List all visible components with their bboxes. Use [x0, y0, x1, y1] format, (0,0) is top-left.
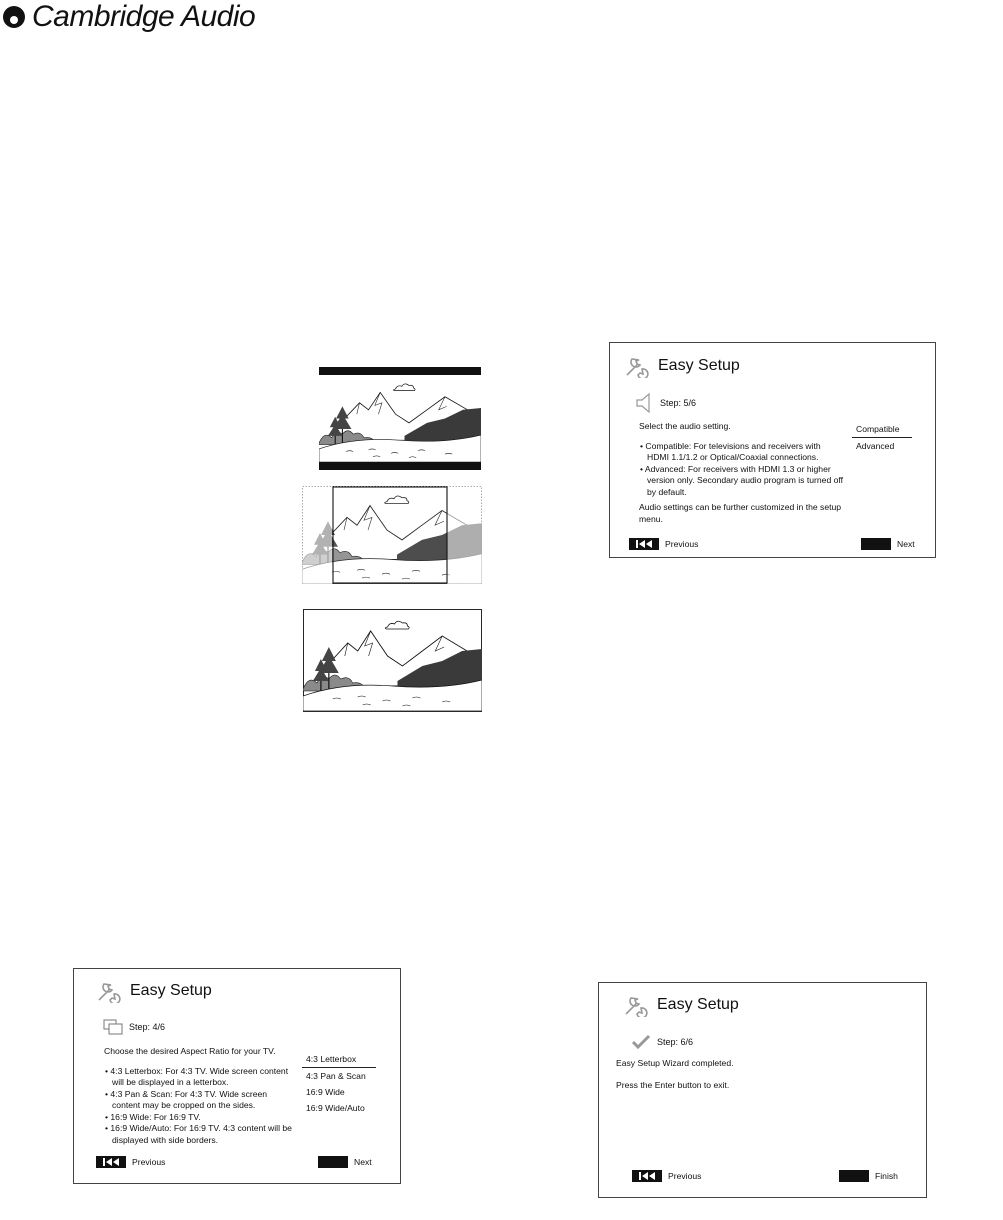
completed-text: Easy Setup Wizard completed.	[616, 1058, 734, 1068]
option-4-3-letterbox[interactable]: 4:3 Letterbox	[302, 1051, 376, 1068]
option-compatible[interactable]: Compatible	[852, 421, 912, 438]
bullet-pan-scan: • 4:3 Pan & Scan: For 4:3 TV. Wide screen content may be cropped on the sides.	[105, 1088, 268, 1110]
bullet-wide: • 16:9 Wide: For 16:9 TV.	[105, 1111, 201, 1122]
finish-button[interactable]	[839, 1170, 898, 1182]
easy-setup-panel-complete	[598, 982, 927, 1198]
wrench-icon	[623, 993, 649, 1017]
easy-setup-panel-audio	[609, 342, 936, 558]
option-4-3-pan-scan[interactable]: 4:3 Pan & Scan	[306, 1071, 366, 1081]
easy-setup-panel-aspect	[73, 968, 401, 1184]
option-advanced[interactable]: Advanced	[856, 441, 895, 451]
skip-back-icon	[635, 540, 653, 548]
bullet-compatible: • Compatible: For televisions and receivers with HDMI 1.1/1.2 or Optical/Coaxial connections.	[640, 440, 821, 462]
panel-title: Easy Setup	[657, 996, 739, 1013]
previous-button[interactable]	[629, 538, 698, 550]
checkmark-icon	[631, 1034, 651, 1050]
next-button[interactable]	[318, 1156, 372, 1168]
illustration-wide	[303, 609, 482, 712]
skip-back-icon	[102, 1158, 120, 1166]
previous-button[interactable]	[632, 1170, 701, 1182]
tv-screens-icon	[103, 1019, 123, 1035]
skip-back-icon	[638, 1172, 656, 1180]
logo-mark-icon	[2, 5, 26, 29]
next-button[interactable]	[861, 538, 915, 550]
step-label: Step: 5/6	[660, 398, 697, 408]
prompt-text: Choose the desired Aspect Ratio for your TV.	[104, 1046, 276, 1056]
bullet-advanced: • Advanced: For receivers with HDMI 1.3 or higher version only. Secondary audio program is turned off by default.	[640, 463, 844, 497]
illustration-pan-scan	[302, 486, 482, 584]
next-label: Next	[354, 1157, 372, 1167]
previous-label: Previous	[668, 1171, 702, 1181]
step-label: Step: 6/6	[657, 1037, 694, 1047]
previous-label: Previous	[665, 539, 699, 549]
bullet-letterbox: • 4:3 Letterbox: For 4:3 TV. Wide screen content will be displayed in a letterbox.	[105, 1065, 289, 1087]
prompt-text: Select the audio setting.	[639, 421, 731, 431]
previous-label: Previous	[132, 1157, 166, 1167]
panel-title: Easy Setup	[130, 982, 212, 999]
previous-button[interactable]	[96, 1156, 165, 1168]
bullet-wide-auto: • 16:9 Wide/Auto: For 16:9 TV. 4:3 content will be displayed with side borders.	[105, 1123, 292, 1145]
wrench-icon	[96, 979, 122, 1003]
next-label: Next	[897, 539, 915, 549]
option-16-9-wide-auto[interactable]: 16:9 Wide/Auto	[306, 1103, 365, 1113]
panel-title: Easy Setup	[658, 357, 740, 374]
finish-label: Finish	[875, 1171, 898, 1181]
note-text: Audio settings can be further customized in the setup menu.	[639, 502, 842, 524]
illustration-letterbox	[319, 367, 481, 470]
brand-name: Cambridge Audio	[32, 0, 256, 33]
speaker-icon	[634, 392, 654, 414]
brand-logo	[2, 0, 255, 34]
exit-instruction-text: Press the Enter button to exit.	[616, 1079, 730, 1090]
option-16-9-wide[interactable]: 16:9 Wide	[306, 1087, 345, 1097]
step-label: Step: 4/6	[129, 1022, 166, 1032]
wrench-icon	[624, 354, 650, 378]
